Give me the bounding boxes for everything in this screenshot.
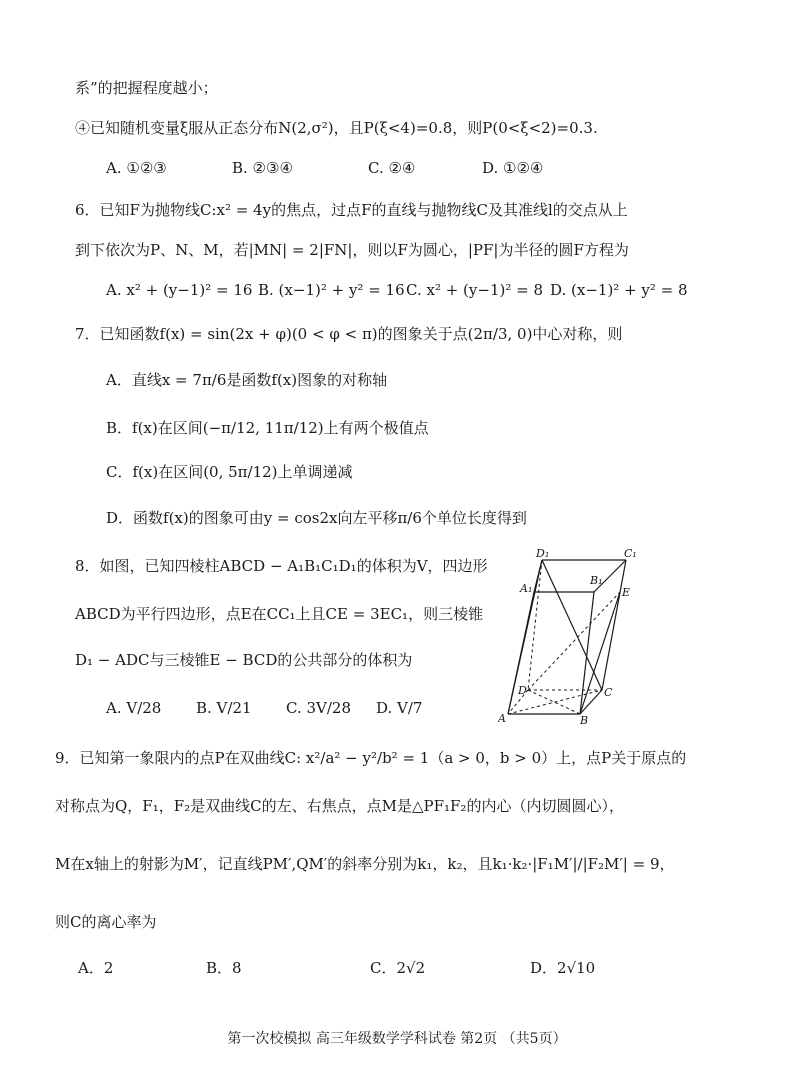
- label-c: C: [604, 686, 613, 699]
- line-eb: [580, 592, 620, 714]
- label-d: D: [518, 684, 527, 697]
- q9-stem-line2: 对称点为Q，F₁，F₂是双曲线C的左、右焦点，点M是△PF₁F₂的内心（内切圆圆心），: [55, 797, 624, 815]
- q5-item-4: ④已知随机变量ξ服从正态分布N(2,σ²)，且P(ξ<4)=0.8，则P(0<ξ<2)=0.3.: [75, 119, 598, 137]
- line-db: [528, 690, 580, 714]
- q6-option-d: D. (x−1)² + y² = 8: [550, 281, 688, 299]
- q6-option-c: C. x² + (y−1)² = 8: [406, 281, 544, 299]
- q9-option-b: B．8: [206, 959, 242, 977]
- edge-bc: [580, 690, 602, 714]
- label-d1: D₁: [536, 548, 550, 560]
- q9-stem-line1: 9．已知第一象限内的点P在双曲线C: x²/a² − y²/b² = 1（a > 0，b > 0）上，点P关于原点的: [55, 749, 687, 767]
- q8-stem-line1: 8．如图，已知四棱柱ABCD − A₁B₁C₁D₁的体积为V，四边形: [75, 557, 488, 575]
- q5-option-d: D. ①②④: [482, 159, 544, 177]
- prism-figure: [498, 548, 668, 726]
- q9-stem-line4: 则C的离心率为: [55, 913, 157, 931]
- q9-option-c: C．2√2: [370, 959, 426, 977]
- page-footer: 第一次校模拟 高三年级数学学科试卷 第2页 （共5页）: [227, 1031, 567, 1047]
- q8-option-d: D. V/7: [376, 699, 423, 717]
- q5-option-c: C. ②④: [368, 159, 416, 177]
- q7-option-c: C．f(x)在区间(0, 5π/12)上单调递减: [106, 463, 353, 481]
- edge-c1c: [602, 560, 626, 690]
- q8-option-b: B. V/21: [196, 699, 252, 717]
- q6-option-a: A. x² + (y−1)² = 16: [106, 281, 253, 299]
- q6-option-b: B. (x−1)² + y² = 16: [258, 281, 405, 299]
- edge-b1b: [580, 592, 594, 714]
- label-b1: B₁: [590, 574, 603, 587]
- q9-option-a: A．2: [78, 959, 114, 977]
- q5-continuation: 系”的把握程度越小；: [75, 79, 218, 97]
- q8-stem-line3: D₁ − ADC与三棱锥E − BCD的公共部分的体积为: [75, 651, 413, 669]
- label-a: A: [498, 712, 506, 725]
- label-b: B: [580, 714, 589, 726]
- label-c1: C₁: [624, 548, 637, 560]
- line-de: [528, 592, 620, 690]
- q7-option-b: B．f(x)在区间(−π/12, 11π/12)上有两个极值点: [106, 419, 429, 437]
- q5-option-b: B. ②③④: [232, 159, 293, 177]
- q7-stem: 7．已知函数f(x) = sin(2x + φ)(0 < φ < π)的图象关于点(2π/3, 0)中心对称，则: [75, 325, 623, 343]
- q5-option-a: A. ①②③: [106, 159, 167, 177]
- label-a1: A₁: [520, 582, 533, 595]
- q9-stem-line3: M在x轴上的射影为M′，记直线PM′,QM′的斜率分别为k₁，k₂，且k₁·k₂·|F₁M′|/|F₂M′| = 9，: [55, 855, 675, 873]
- q6-stem-line2: 到下依次为P、N、M，若|MN| = 2|FN|，则以F为圆心，|PF|为半径的圆F方程为: [75, 241, 629, 259]
- q9-option-d: D．2√10: [530, 959, 596, 977]
- q7-option-d: D．函数f(x)的图象可由y = cos2x向左平移π/6个单位长度得到: [106, 509, 527, 527]
- q8-option-a: A. V/28: [106, 699, 162, 717]
- q8-option-c: C. 3V/28: [286, 699, 351, 717]
- edge-d1d: [528, 560, 542, 690]
- q7-option-a: A．直线x = 7π/6是函数f(x)图象的对称轴: [106, 371, 388, 389]
- label-e: E: [622, 586, 631, 599]
- q6-stem-line1: 6．已知F为抛物线C:x² = 4y的焦点，过点F的直线与抛物线C及其准线l的交点从上: [75, 201, 628, 219]
- q8-stem-line2: ABCD为平行四边形，点E在CC₁上且CE = 3EC₁，则三棱锥: [75, 605, 484, 623]
